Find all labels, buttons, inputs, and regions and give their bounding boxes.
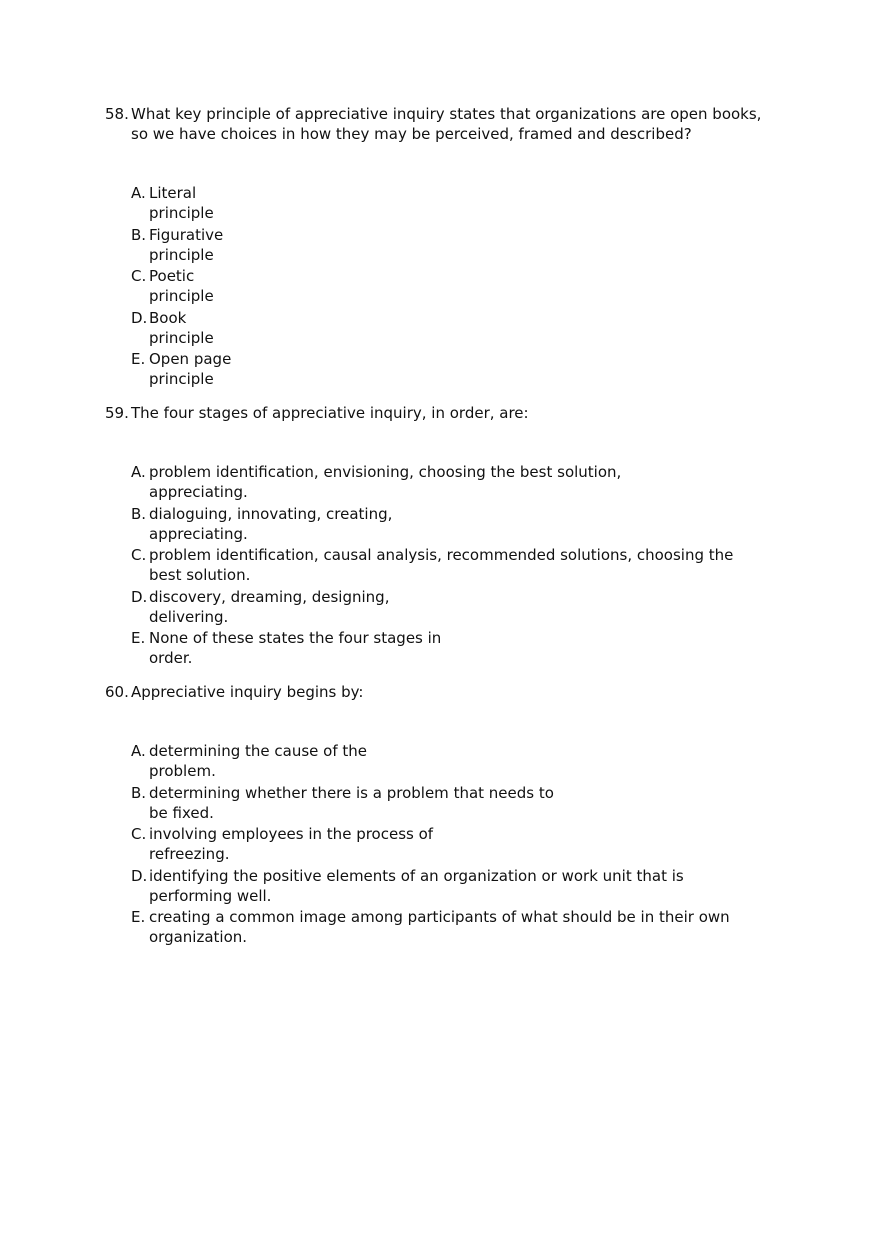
option-letter: A. bbox=[131, 184, 146, 202]
option-text: Literal principle bbox=[149, 184, 214, 222]
option-letter: D. bbox=[131, 866, 148, 885]
option-b bbox=[131, 783, 785, 823]
option-text: Poetic principle bbox=[149, 267, 214, 305]
option-a bbox=[131, 741, 785, 781]
option-letter: E. bbox=[131, 908, 146, 926]
question-59 bbox=[105, 403, 785, 683]
question-text: The four stages of appreciative inquiry, in order, are: bbox=[131, 404, 529, 422]
option-letter: A. bbox=[131, 463, 146, 481]
option-e bbox=[131, 907, 785, 947]
option-letter: E. bbox=[131, 629, 146, 647]
option-letter: D. bbox=[131, 587, 148, 606]
option-a bbox=[131, 183, 785, 223]
option-b bbox=[131, 225, 785, 265]
option-text: Figurative principle bbox=[149, 225, 224, 264]
option-b bbox=[131, 504, 785, 544]
option-text: discovery, dreaming, designing, delivering. bbox=[149, 587, 390, 626]
question-number: 58. bbox=[105, 105, 129, 123]
option-letter: C. bbox=[131, 546, 147, 564]
option-text: involving employees in the process of refreezing. bbox=[149, 825, 434, 863]
question-58 bbox=[105, 104, 785, 404]
options-list bbox=[131, 183, 785, 389]
option-text: identifying the positive elements of an organization or work unit that is performing well. bbox=[149, 866, 684, 905]
question-number: 60. bbox=[105, 683, 129, 701]
option-d bbox=[131, 587, 785, 627]
option-e bbox=[131, 628, 785, 668]
option-text: problem identification, envisioning, choosing the best solution, appreciating. bbox=[149, 463, 622, 501]
option-c bbox=[131, 266, 785, 306]
option-letter: E. bbox=[131, 350, 146, 368]
option-d bbox=[131, 308, 785, 348]
option-text: Book principle bbox=[149, 308, 214, 347]
options-list bbox=[131, 462, 785, 668]
question-60 bbox=[105, 682, 785, 962]
option-letter: B. bbox=[131, 783, 147, 802]
option-text: None of these states the four stages in order. bbox=[149, 629, 442, 667]
option-letter: B. bbox=[131, 225, 147, 244]
option-letter: C. bbox=[131, 267, 147, 285]
question-number: 59. bbox=[105, 404, 129, 422]
option-c bbox=[131, 545, 785, 585]
option-letter: C. bbox=[131, 825, 147, 843]
question-text: Appreciative inquiry begins by: bbox=[131, 683, 364, 701]
option-letter: B. bbox=[131, 504, 147, 523]
question-text: What key principle of appreciative inquiry states that organizations are open books, so we have choices in how they may be perceived, framed and described? bbox=[131, 105, 762, 143]
option-text: problem identification, causal analysis, recommended solutions, choosing the best solution. bbox=[149, 546, 734, 584]
option-text: Open page principle bbox=[149, 350, 232, 388]
option-letter: D. bbox=[131, 308, 148, 327]
option-e bbox=[131, 349, 785, 389]
options-list bbox=[131, 741, 785, 947]
option-text: dialoguing, innovating, creating, appreciating. bbox=[149, 504, 393, 543]
option-text: determining whether there is a problem that needs to be fixed. bbox=[149, 783, 554, 822]
option-text: determining the cause of the problem. bbox=[149, 742, 367, 780]
option-d bbox=[131, 866, 785, 906]
option-c bbox=[131, 824, 785, 864]
option-text: creating a common image among participants of what should be in their own organization. bbox=[149, 908, 730, 946]
option-a bbox=[131, 462, 785, 502]
option-letter: A. bbox=[131, 742, 146, 760]
